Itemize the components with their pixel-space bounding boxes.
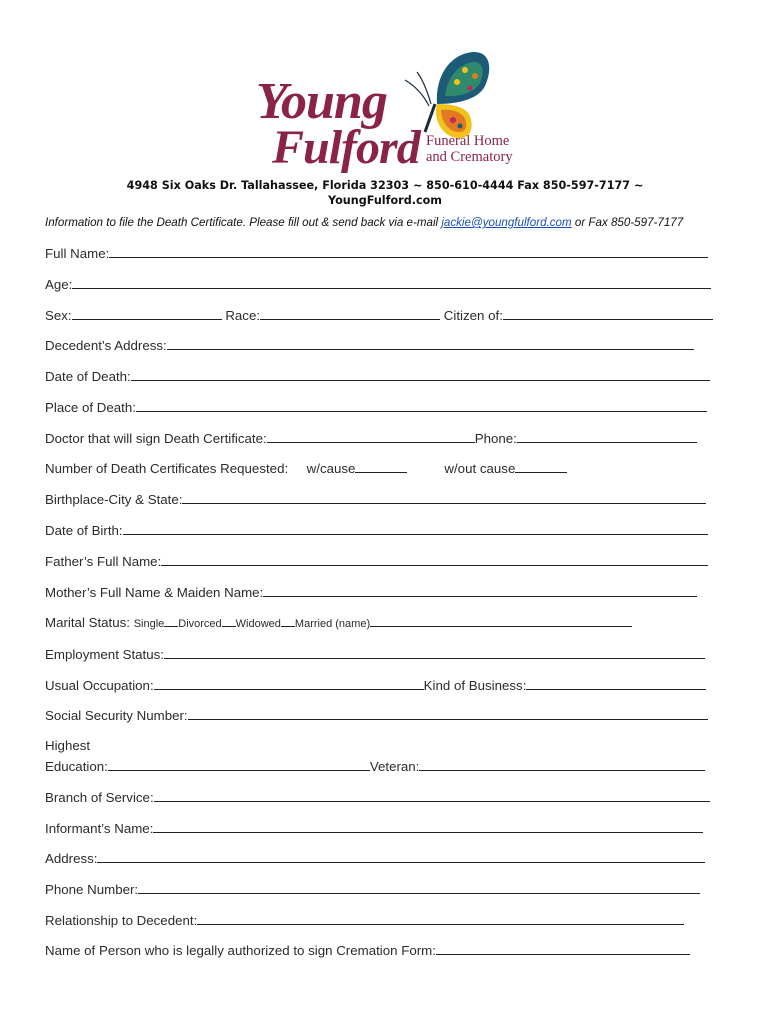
kind-of-business-input[interactable] xyxy=(526,677,706,690)
usual-occupation-input[interactable] xyxy=(154,677,424,690)
sex-race-citizen-row xyxy=(45,307,713,323)
address-row xyxy=(45,850,705,866)
decedent-address-input[interactable] xyxy=(167,337,694,350)
full-name-row xyxy=(45,245,708,261)
date-of-birth-input[interactable] xyxy=(123,522,708,535)
age-input[interactable] xyxy=(72,276,711,289)
employment-status-row xyxy=(45,646,705,662)
highest-label: Highest xyxy=(45,738,91,753)
address-input[interactable] xyxy=(97,850,705,863)
education-label: Education: xyxy=(45,759,108,774)
race-input[interactable] xyxy=(260,307,440,320)
decedent-address-row xyxy=(45,337,694,353)
wout-cause-input[interactable] xyxy=(515,460,567,473)
w-cause-input[interactable] xyxy=(355,460,407,473)
age-row xyxy=(45,276,711,292)
marital-single-label: Single xyxy=(133,618,165,630)
birthplace-label: Birthplace-City & State: xyxy=(45,492,183,507)
date-of-birth-row xyxy=(45,522,708,538)
place-of-death-label: Place of Death: xyxy=(45,400,136,415)
phone-label: Phone: xyxy=(474,431,517,446)
website-line: YoungFulford.com xyxy=(328,194,442,207)
race-label: Race: xyxy=(225,308,261,323)
sex-label: Sex: xyxy=(45,308,72,323)
birthplace-input[interactable] xyxy=(182,491,706,504)
veteran-label: Veteran: xyxy=(369,759,420,774)
cremation-authorized-row xyxy=(45,942,690,958)
mother-name-label: Mother’s Full Name & Maiden Name: xyxy=(45,585,264,600)
marital-widowed-input[interactable] xyxy=(281,616,295,627)
marital-status-row xyxy=(45,615,632,630)
phone-input[interactable] xyxy=(517,430,697,443)
doctor-label: Doctor that will sign Death Certificate: xyxy=(45,431,267,446)
informant-name-input[interactable] xyxy=(153,820,703,833)
phone-number-input[interactable] xyxy=(138,881,700,894)
address-block xyxy=(0,178,770,208)
intro-instructions xyxy=(45,216,683,229)
certificates-row xyxy=(45,460,567,476)
email-link[interactable]: jackie@youngfulford.com xyxy=(441,216,572,229)
branch-of-service-row xyxy=(45,789,710,805)
occupation-row xyxy=(45,677,706,693)
father-name-label: Father’s Full Name: xyxy=(45,554,162,569)
doctor-row xyxy=(45,430,697,446)
employment-status-input[interactable] xyxy=(164,646,705,659)
education-veteran-row xyxy=(45,758,705,774)
veteran-input[interactable] xyxy=(419,758,705,771)
citizen-of-input[interactable] xyxy=(503,307,713,320)
marital-single-input[interactable] xyxy=(164,616,178,627)
ssn-input[interactable] xyxy=(188,707,708,720)
cremation-authorized-input[interactable] xyxy=(436,942,690,955)
marital-married-input[interactable] xyxy=(370,616,632,627)
ssn-row xyxy=(45,707,708,723)
date-of-birth-label: Date of Birth: xyxy=(45,523,123,538)
usual-occupation-label: Usual Occupation: xyxy=(45,678,154,693)
w-cause-label: w/cause xyxy=(306,461,356,476)
doctor-input[interactable] xyxy=(267,430,475,443)
branch-of-service-label: Branch of Service: xyxy=(45,790,154,805)
sex-input[interactable] xyxy=(72,307,222,320)
relationship-label: Relationship to Decedent: xyxy=(45,913,198,928)
employment-status-label: Employment Status: xyxy=(45,647,164,662)
logo-young-text: Young xyxy=(256,73,387,130)
marital-divorced-input[interactable] xyxy=(222,616,236,627)
logo-tagline-1: Funeral Home xyxy=(426,133,510,149)
father-name-row xyxy=(45,553,708,569)
intro-fax: or Fax 850-597-7177 xyxy=(571,216,684,229)
mother-name-row xyxy=(45,584,697,600)
marital-married-label: Married (name) xyxy=(294,618,371,630)
mother-name-input[interactable] xyxy=(263,584,697,597)
marital-status-label: Marital Status: xyxy=(45,615,130,630)
date-of-death-input[interactable] xyxy=(131,368,710,381)
kind-of-business-label: Kind of Business: xyxy=(423,678,527,693)
address-label: Address: xyxy=(45,851,98,866)
logo-tagline-2: and Crematory xyxy=(426,149,513,165)
decedent-address-label: Decedent’s Address: xyxy=(45,338,167,353)
branch-of-service-input[interactable] xyxy=(154,789,710,802)
intro-text: Information to file the Death Certificate. Please fill out & send back via e-mail xyxy=(45,216,442,229)
relationship-input[interactable] xyxy=(197,912,684,925)
place-of-death-row xyxy=(45,399,707,415)
address-line-1: 4948 Six Oaks Dr. Tallahassee, Florida 32303 ~ 850-610-4444 Fax 850-597-7177 ~ xyxy=(126,179,644,192)
marital-divorced-label: Divorced xyxy=(178,618,222,630)
informant-name-label: Informant’s Name: xyxy=(45,821,154,836)
date-of-death-label: Date of Death: xyxy=(45,369,131,384)
wout-cause-label: w/out cause xyxy=(444,461,516,476)
date-of-death-row xyxy=(45,368,710,384)
marital-widowed-label: Widowed xyxy=(235,618,281,630)
informant-name-row xyxy=(45,820,703,836)
education-input[interactable] xyxy=(108,758,370,771)
relationship-row xyxy=(45,912,684,928)
full-name-input[interactable] xyxy=(109,245,708,258)
ssn-label: Social Security Number: xyxy=(45,708,188,723)
father-name-input[interactable] xyxy=(161,553,708,566)
birthplace-row xyxy=(45,491,706,507)
phone-number-row xyxy=(45,881,700,897)
citizen-of-label: Citizen of: xyxy=(443,308,503,323)
cremation-authorized-label: Name of Person who is legally authorized to sign Cremation Form: xyxy=(45,943,436,958)
phone-number-label: Phone Number: xyxy=(45,882,139,897)
full-name-label: Full Name: xyxy=(45,246,110,261)
company-logo xyxy=(250,40,540,180)
place-of-death-input[interactable] xyxy=(136,399,707,412)
num-certificates-label: Number of Death Certificates Requested: xyxy=(45,461,289,476)
age-label: Age: xyxy=(45,277,73,292)
logo-fulford-text: Fulford xyxy=(272,121,420,174)
